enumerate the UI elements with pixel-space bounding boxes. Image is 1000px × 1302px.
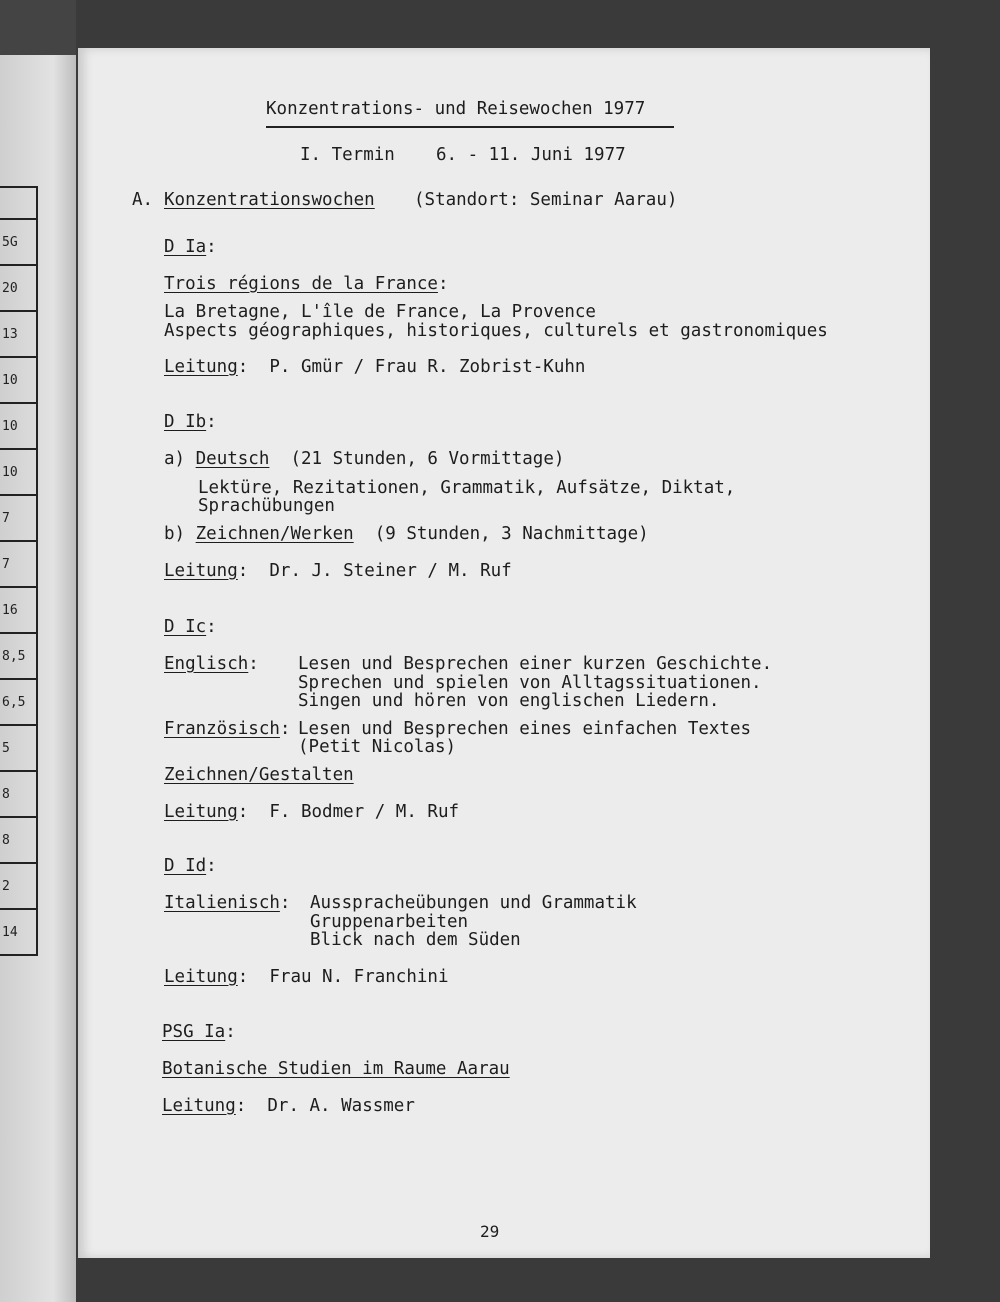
left-page-edge [0, 0, 76, 1302]
margin-cell: 20 [0, 266, 36, 312]
margin-cell: 5 [0, 726, 36, 772]
margin-cell: 16 [0, 588, 36, 634]
subject-line [164, 525, 649, 544]
subject-content: Gruppenarbeiten [310, 912, 469, 932]
margin-table [0, 186, 38, 956]
margin-cell: 10 [0, 358, 36, 404]
subject-detail: (21 Stunden, 6 Vormittage) [290, 449, 565, 469]
leitung-names: Dr. A. Wassmer [267, 1096, 415, 1116]
subject-line [164, 450, 564, 469]
termin-label: I. Termin [300, 145, 395, 165]
title-underline [266, 126, 674, 128]
termin-dates: 6. - 11. Juni 1977 [436, 145, 626, 165]
section-title: Konzentrationswochen [164, 190, 375, 210]
leitung-line: Leitung: F. Bodmer / M. Ruf [164, 802, 460, 822]
margin-cell: 8,5 [0, 634, 36, 680]
class-heading-d-ia: D Ia: [164, 237, 217, 257]
margin-cell: 7 [0, 496, 36, 542]
subject-heading: Französisch: [164, 719, 291, 739]
leitung-label: Leitung [164, 561, 238, 581]
topic-title: Trois régions de la France [164, 274, 438, 294]
subject-content: Lesen und Besprechen einer kurzen Geschichte. [298, 654, 773, 674]
subject-content: Lesen und Besprechen eines einfachen Textes [298, 719, 752, 739]
document-page [78, 48, 930, 1258]
class-label: D Id [164, 856, 207, 876]
page-number: 29 [480, 1222, 500, 1241]
leitung-label: Leitung [162, 1096, 236, 1116]
leitung-line: Leitung: Frau N. Franchini [164, 967, 449, 987]
leitung-label: Leitung [164, 802, 238, 822]
margin-cell: 5G [0, 220, 36, 266]
subject-content: (Petit Nicolas) [298, 737, 457, 757]
document-title: Konzentrations- und Reisewochen 1977 [266, 99, 646, 119]
class-label: PSG Ia [162, 1022, 226, 1042]
leitung-names: F. Bodmer / M. Ruf [269, 802, 460, 822]
topic-title: Botanische Studien im Raume Aarau [162, 1059, 510, 1079]
leitung-names: P. Gmür / Frau R. Zobrist-Kuhn [269, 357, 586, 377]
binding-shadow [0, 0, 76, 55]
topic-heading: Trois régions de la France: [164, 274, 449, 294]
class-heading-d-ic: D Ic: [164, 617, 217, 637]
margin-cell: 10 [0, 404, 36, 450]
class-label: D Ic [164, 617, 207, 637]
margin-cell: 7 [0, 542, 36, 588]
leitung-label: Leitung [164, 967, 238, 987]
subject-name: Zeichnen/Werken [195, 524, 354, 544]
margin-cell: 13 [0, 312, 36, 358]
subject-heading: Englisch: [164, 654, 259, 674]
class-heading-d-id: D Id: [164, 856, 217, 876]
subject-content: Sprachübungen [198, 496, 335, 516]
margin-cell: 6,5 [0, 680, 36, 726]
class-label: D Ib [164, 412, 207, 432]
margin-cell: 14 [0, 910, 36, 956]
leitung-line: Leitung: Dr. A. Wassmer [162, 1096, 415, 1116]
item-prefix: a) [164, 449, 186, 469]
subject-content: Blick nach dem Süden [310, 930, 521, 950]
subject-name: Französisch [164, 719, 280, 739]
subject-content: Lektüre, Rezitationen, Grammatik, Aufsätze, Diktat, [198, 478, 736, 498]
subject-content: Ausspracheübungen und Grammatik [310, 893, 637, 913]
leitung-names: Frau N. Franchini [269, 967, 449, 987]
section-letter: A. [132, 190, 154, 210]
section-location: (Standort: Seminar Aarau) [414, 190, 678, 210]
subject-name: Italienisch [164, 893, 280, 913]
class-heading-d-ib: D Ib: [164, 412, 217, 432]
topic-line: Aspects géographiques, historiques, culturels et gastronomiques [164, 321, 828, 341]
subject-name: Deutsch [195, 449, 270, 469]
class-label: D Ia [164, 237, 207, 257]
margin-cell [0, 186, 36, 220]
leitung-names: Dr. J. Steiner / M. Ruf [269, 561, 512, 581]
item-prefix: b) [164, 524, 186, 544]
margin-cell: 10 [0, 450, 36, 496]
subject-name: Zeichnen/Gestalten [164, 765, 354, 785]
margin-cell: 8 [0, 818, 36, 864]
subject-heading: Italienisch: [164, 893, 291, 913]
leitung-line: Leitung: Dr. J. Steiner / M. Ruf [164, 561, 512, 581]
subject-detail: (9 Stunden, 3 Nachmittage) [374, 524, 649, 544]
class-heading-psg-ia: PSG Ia: [162, 1022, 236, 1042]
subject-name: Englisch [164, 654, 249, 674]
subject-content: Singen und hören von englischen Liedern. [298, 691, 720, 711]
margin-cell: 2 [0, 864, 36, 910]
subject-content: Sprechen und spielen von Alltagssituationen. [298, 673, 762, 693]
topic-line: La Bretagne, L'île de France, La Provence [164, 302, 596, 322]
leitung-label: Leitung [164, 357, 238, 377]
leitung-line: Leitung: P. Gmür / Frau R. Zobrist-Kuhn [164, 357, 586, 377]
margin-cell: 8 [0, 772, 36, 818]
